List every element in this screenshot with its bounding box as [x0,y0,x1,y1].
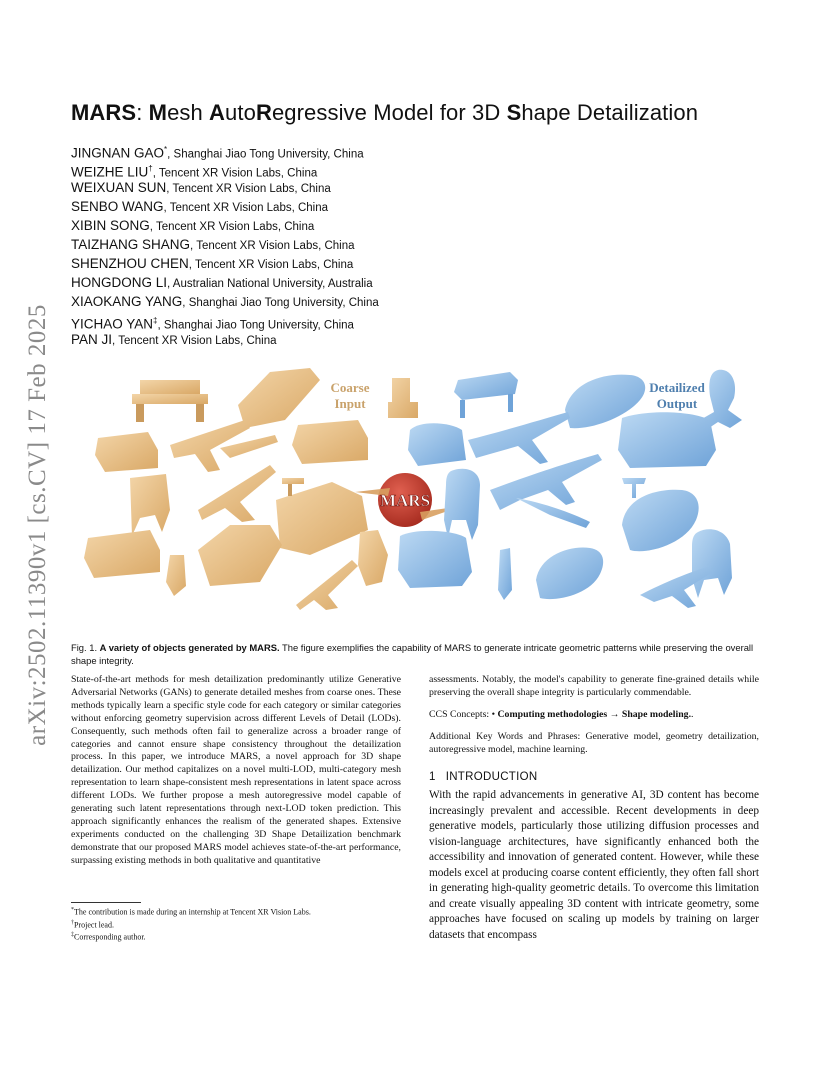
coarse-car [238,368,320,428]
coarse-stool [282,478,304,484]
figure-caption [71,641,761,667]
author: XIBIN SONG, Tencent XR Vision Labs, China [71,218,315,233]
footnote: ‡Corresponding author. [71,932,146,942]
title-seg: uto [225,100,256,125]
ccs-concepts: CCS Concepts: • Computing methodologies → Shape modeling.. [429,708,694,720]
author: SENBO WANG, Tencent XR Vision Labs, China [71,199,329,214]
detailed-throne-chair [692,529,732,598]
author: TAIZHANG SHANG, Tencent XR Vision Labs, China [71,237,355,252]
coarse-sofa-2 [84,530,160,578]
right-column [429,674,759,943]
detailed-car-3 [536,547,603,599]
coarse-chair-2 [166,555,186,596]
coarse-chair-3 [358,530,388,586]
coarse-chair [130,474,170,536]
author: WEIXUAN SUN, Tencent XR Vision Labs, China [71,180,331,195]
figure-labels [331,380,706,411]
title-seg: A [209,100,226,125]
coarse-label-line2: Input [334,396,366,411]
coarse-chair-small [388,378,418,418]
footnote: †Project lead. [71,919,114,930]
author-list [71,140,491,349]
caption-label: Fig. 1. [71,642,98,653]
author: PAN JI, Tencent XR Vision Labs, China [71,332,277,347]
detailized-label-line1: Detailized [649,380,705,395]
section-heading: 1 INTRODUCTION [429,770,538,783]
coarse-plane-2 [198,465,276,522]
footnote: *The contribution is made during an internship at Tencent XR Vision Labs. [71,907,311,917]
author: WEIZHE LIU†, Tencent XR Vision Labs, China [71,164,318,180]
detailed-sofa-2 [398,531,472,588]
detailed-armchair [408,423,466,466]
title-seg: hape Detailization [521,100,699,125]
detailed-stool [622,478,646,498]
keywords: Additional Key Words and Phrases: Generative model, geometry detailization, autoregressive model, machine learning. [429,730,759,755]
teaser-illustration [70,350,760,620]
author: HONGDONG LI, Australian National University, Australia [71,275,373,290]
title-seg: MARS [71,100,137,125]
arxiv-watermark [16,290,60,760]
title-seg: esh [167,100,210,125]
paper-title [71,100,698,126]
introduction-text: With the rapid advancements in generative AI, 3D content has become increasingly prevalent and accessible. Recent developments in deep generative models, particularly those utilizing diffusion processes and vision-language architectures, have significantly enhanced both the accessibility and innovation of generated content. However, while these models excel at producing coarse content efficiently, they often fall short in generating high-quality geometric details. To overcome this limitation and create visually appealing 3D content with intricate geometry, some approaches have focused on scaling up models by training on larger datasets that encompass [429,789,759,941]
author: JINGNAN GAO*, Shanghai Jiao Tong University, China [71,145,364,161]
caption-bold: A variety of objects generated by MARS. [99,642,280,653]
abstract-continued: assessments. Notably, the model's capability to generate fine-grained details while preserving the overall shape integrity is particularly commendable. [429,674,759,698]
caption-text: The figure exemplifies the capability of MARS to generate intricate geometric patterns while preserving the overall shape integrity. [71,642,754,666]
detailed-plane-3 [640,566,713,608]
footnotes [71,905,401,943]
coarse-label-line1: Coarse [330,380,370,395]
abstract: State-of-the-art methods for mesh detailization predominantly utilize Generative Adversarial Networks (GANs) to generate detailed meshes from coarse ones. These methods typically learn a specific style code for each category or similar categories without enforcing geometry supervision across different Levels of Detail (LODs). Consequently, such methods often fail to generalize across a broader range of categories and cannot ensure shape consistency throughout the detailization process. In this paper, we introduce MARS, a novel approach for 3D shape detailization. Our method capitalizes on a novel multi-LOD, multi-category mesh representation to learn shape-consistent mesh representations in latent space across different LODs. We further propose a mesh autoregressive model capable of generating such latent representations through next-LOD token prediction. This approach significantly enhances the realism of the generated shapes. Extensive experiments conducted on the challenging 3D Shape Detailization benchmark demonstrate that our proposed MARS model achieves state-of-the-art performance, surpassing existing methods in both qualitative and quantitative [71,674,401,866]
detailed-plane [468,412,570,464]
footnote-rule [71,902,141,903]
coarse-car-2 [198,525,282,586]
title-seg: S [506,100,522,125]
detailed-chair-2 [498,548,512,600]
coarse-objects [84,368,418,610]
coarse-couch [292,420,368,464]
coarse-plane-3 [296,560,358,610]
detailed-car-2 [622,490,699,551]
detailed-chair [444,469,480,540]
coarse-sofa [95,432,158,472]
coarse-bench [140,380,200,394]
detailed-sofa [618,412,716,468]
title-seg: R [255,100,272,125]
title-seg: egressive Model for 3D [271,100,507,125]
title-seg: : [136,100,149,125]
author: SHENZHOU CHEN, Tencent XR Vision Labs, China [71,256,354,271]
teaser-figure [70,350,760,620]
left-column [71,674,401,868]
arxiv-id: arXiv:2502.11390v1 [cs.CV] 17 Feb 2025 [24,304,51,746]
author: YICHAO YAN‡, Shanghai Jiao Tong University, China [71,316,354,332]
detailized-label-line2: Output [656,396,698,411]
title-seg: M [148,100,168,125]
mars-logo-text: MARS [379,491,431,510]
author: XIAOKANG YANG, Shanghai Jiao Tong University, China [71,294,379,309]
